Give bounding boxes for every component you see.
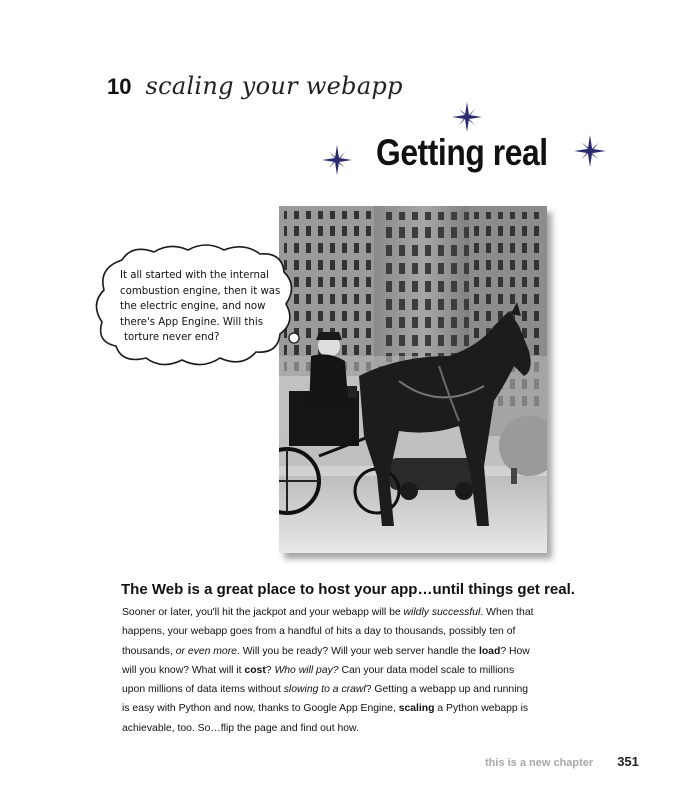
intro-lead: The Web is a great place to host your app…until things get real. xyxy=(121,581,575,598)
sparkle-star-icon xyxy=(574,135,606,167)
chapter-title: scaling your webapp xyxy=(145,72,403,100)
intro-line xyxy=(122,661,592,680)
text-run: . When that xyxy=(480,607,534,618)
sparkle-star-icon xyxy=(452,102,482,132)
thought-bubble-line: torture never end? xyxy=(124,332,220,343)
thought-bubble-line: combustion engine, then it was xyxy=(120,285,281,297)
thought-bubble-line: It all started with the internal xyxy=(120,270,269,281)
intro-line xyxy=(122,699,592,718)
emphasis-run: or even more xyxy=(175,645,237,657)
thought-bubble-text xyxy=(120,268,292,346)
intro-line xyxy=(122,622,592,641)
intro-line xyxy=(122,719,592,738)
text-run: ? xyxy=(265,664,275,676)
text-run: thousands, xyxy=(122,645,176,657)
text-run: upon millions of data items without xyxy=(122,684,284,696)
chapter-header xyxy=(107,72,403,100)
text-run: achievable, too. So…flip the page and find out how. xyxy=(122,722,359,734)
text-run: a Python webapp is xyxy=(434,703,529,715)
text-run: ? How xyxy=(500,645,530,657)
horse-carriage-photo xyxy=(279,206,547,553)
bold-run: scaling xyxy=(398,703,435,715)
sparkle-star-icon xyxy=(322,145,352,175)
text-run: is easy with Python and now, thanks to Google App Engine, xyxy=(122,703,399,715)
page-footer xyxy=(485,754,639,769)
chapter-number: 10 xyxy=(107,74,132,99)
chapter-headline: Getting real xyxy=(376,132,548,173)
emphasis-run: slowing to a crawl xyxy=(283,684,366,696)
thought-bubble-line: there's App Engine. Will this xyxy=(120,316,263,328)
thought-bubble-line: the electric engine, and now xyxy=(120,301,266,312)
text-run: will you know? What will it xyxy=(122,664,245,676)
emphasis-run: wildly successful xyxy=(403,607,481,618)
footer-label: this is a new chapter xyxy=(485,757,594,769)
intro-body xyxy=(122,603,592,738)
text-run: Sooner or later, you'll hit the jackpot and your webapp will be xyxy=(122,607,404,618)
intro-line xyxy=(122,603,592,622)
bold-run: load xyxy=(478,645,501,657)
emphasis-run: Who will pay? xyxy=(274,664,339,676)
intro-line xyxy=(122,680,592,699)
bold-run: cost xyxy=(244,664,266,676)
text-run: ? Getting a webapp up and running xyxy=(365,684,529,696)
text-run: . Will you be ready? Will your web server handle the xyxy=(236,645,479,657)
text-run: happens, your webapp goes from a handful of hits a day to thousands, possibly ten of xyxy=(122,626,516,638)
text-run: Can your data model scale to millions xyxy=(338,664,515,676)
page-number: 351 xyxy=(617,754,639,769)
intro-line xyxy=(122,642,592,661)
